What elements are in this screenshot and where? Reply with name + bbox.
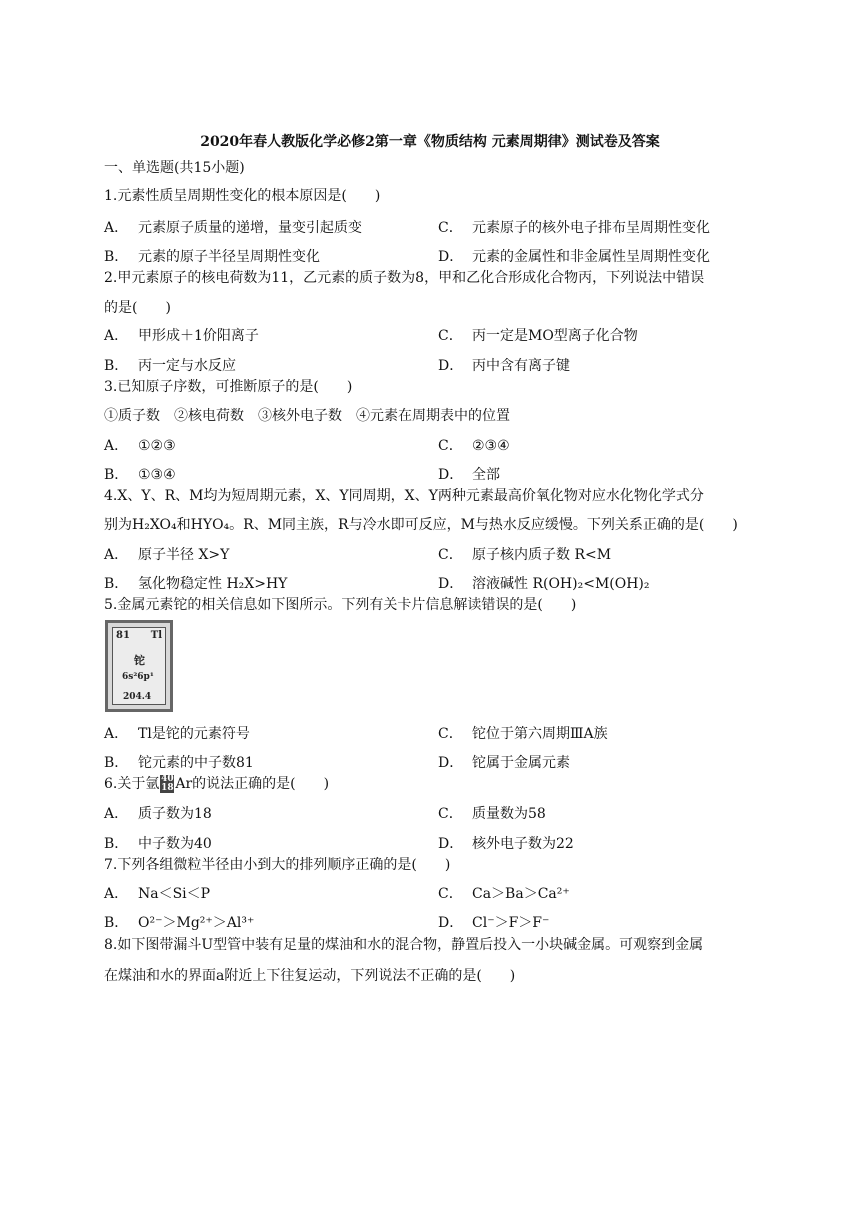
q6-option-b <box>104 834 212 854</box>
q1-option-a <box>104 218 362 238</box>
option-text: 丙一定与水反应 <box>138 358 236 374</box>
q6-option-c <box>438 804 546 824</box>
option-text: 丙一定是MO型离子化合物 <box>472 328 638 344</box>
question-8-stem-cont: 在煤油和水的界面a附近上下往复运动，下列说法不正确的是( ) <box>104 968 516 984</box>
q4-option-d <box>438 574 650 594</box>
option-text: 元素的金属性和非金属性呈周期性变化 <box>472 249 710 265</box>
question-2-stem-cont: 的是( ) <box>104 300 171 316</box>
option-text: ②③④ <box>472 438 510 454</box>
question-3-stem: 3.已知原子序数，可推断原子的是( ) <box>104 379 353 395</box>
option-label: B． <box>104 576 129 592</box>
question-3-list: ①质子数 ②核电荷数 ③核外电子数 ④元素在周期表中的位置 <box>104 408 510 424</box>
option-text: 核外电子数为22 <box>472 836 574 852</box>
option-text: 原子核内质子数 R<M <box>472 547 612 563</box>
option-label: A． <box>104 328 129 344</box>
atomic-mass: 204.4 <box>123 692 152 702</box>
q2-option-d <box>438 356 570 376</box>
question-5-stem: 5.金属元素铊的相关信息如下图所示。下列有关卡片信息解读错误的是( ) <box>104 597 577 613</box>
option-text: 氢化物稳定性 H₂X>HY <box>138 576 288 592</box>
option-label: B． <box>104 836 129 852</box>
q5-option-d <box>438 753 570 773</box>
option-text: 质子数为18 <box>138 806 212 822</box>
q6-option-a <box>104 804 212 824</box>
option-text: 元素原子的核外电子排布呈周期性变化 <box>472 220 710 236</box>
q4-option-b <box>104 574 287 594</box>
option-label: C． <box>438 438 463 454</box>
option-label: B． <box>104 915 129 931</box>
question-6-stem <box>104 774 329 794</box>
option-text: 溶液碱性 R(OH)₂<M(OH)₂ <box>472 576 650 592</box>
q1-option-b <box>104 247 320 267</box>
option-label: B． <box>104 755 129 771</box>
option-text: Tl是铊的元素符号 <box>138 726 250 742</box>
q5-option-a <box>104 724 250 744</box>
document-title: 2020年春人教版化学必修2第一章《物质结构 元素周期律》测试卷及答案 <box>200 134 660 150</box>
q7-option-c <box>438 884 570 904</box>
element-name: 铊 <box>134 654 145 667</box>
q4-option-c <box>438 545 611 565</box>
option-label: C． <box>438 806 463 822</box>
option-label: D． <box>438 358 464 374</box>
q1-option-d <box>438 247 710 267</box>
option-text: 原子半径 X>Y <box>138 547 230 563</box>
mass-number: 40 <box>161 774 174 784</box>
option-text: 丙中含有离子键 <box>472 358 570 374</box>
q7-option-d <box>438 913 549 933</box>
option-label: A． <box>104 806 129 822</box>
element-card <box>105 620 173 712</box>
element-symbol: Tl <box>150 630 162 641</box>
option-label: B． <box>104 249 129 265</box>
q2-option-a <box>104 326 259 346</box>
q4-option-a <box>104 545 229 565</box>
option-label: A． <box>104 438 129 454</box>
option-label: C． <box>438 886 463 902</box>
atomic-number: 18 <box>161 783 174 793</box>
option-text: 铊位于第六周期ⅢA族 <box>472 726 608 742</box>
option-text: 中子数为40 <box>138 836 212 852</box>
option-text: Na＜Si＜P <box>138 886 211 902</box>
option-text: 元素的原子半径呈周期性变化 <box>138 249 320 265</box>
option-label: C． <box>438 220 463 236</box>
option-text: ①③④ <box>138 467 176 483</box>
option-text: 甲形成＋1价阳离子 <box>138 328 259 344</box>
q7-option-b <box>104 913 254 933</box>
stem-text: Ar的说法正确的是( ) <box>175 776 330 792</box>
option-text: Cl⁻＞F＞F⁻ <box>472 915 550 931</box>
option-text: O²⁻＞Mg²⁺＞Al³⁺ <box>138 915 255 931</box>
atomic-number: 81 <box>116 630 130 641</box>
option-label: B． <box>104 358 129 374</box>
q2-option-c <box>438 326 638 346</box>
question-8-stem: 8.如下图带漏斗U型管中装有足量的煤油和水的混合物，静置后投入一小块碱金属。可观察到金属 <box>104 937 704 953</box>
option-label: D． <box>438 576 464 592</box>
electron-config: 6s²6p¹ <box>122 672 154 682</box>
q3-option-a <box>104 436 176 456</box>
option-label: D． <box>438 755 464 771</box>
option-text: 铊元素的中子数81 <box>138 755 254 771</box>
q3-option-b <box>104 465 176 485</box>
question-2-stem: 2.甲元素原子的核电荷数为11，乙元素的质子数为8，甲和乙化合形成化合物丙，下列说法中错误 <box>104 270 705 286</box>
option-label: A． <box>104 220 129 236</box>
option-label: C． <box>438 726 463 742</box>
option-text: ①②③ <box>138 438 176 454</box>
option-label: A． <box>104 886 129 902</box>
q7-option-a <box>104 884 210 904</box>
option-label: C． <box>438 547 463 563</box>
q3-option-d <box>438 465 500 485</box>
option-text: 质量数为58 <box>472 806 546 822</box>
q3-option-c <box>438 436 510 456</box>
option-text: 全部 <box>472 467 500 483</box>
q6-option-d <box>438 834 574 854</box>
question-1-stem: 1.元素性质呈周期性变化的根本原因是( ) <box>104 188 381 204</box>
option-text: 铊属于金属元素 <box>472 755 570 771</box>
option-label: D． <box>438 915 464 931</box>
isotope-notation <box>160 775 174 793</box>
q5-option-b <box>104 753 254 773</box>
question-4-stem: 4.X、Y、R、M均为短周期元素，X、Y同周期，X、Y两种元素最高价氧化物对应水化物化学式分 <box>104 488 704 504</box>
option-label: A． <box>104 547 129 563</box>
stem-text: 6.关于氩 <box>104 776 160 792</box>
question-7-stem: 7.下列各组微粒半径由小到大的排列顺序正确的是( ) <box>104 857 451 873</box>
q1-option-c <box>438 218 710 238</box>
option-label: D． <box>438 836 464 852</box>
option-label: D． <box>438 467 464 483</box>
option-label: C． <box>438 328 463 344</box>
option-label: D． <box>438 249 464 265</box>
option-label: B． <box>104 467 129 483</box>
q2-option-b <box>104 356 236 376</box>
question-4-stem-cont: 别为H₂XO₄和HYO₄。R、M同主族，R与冷水即可反应，M与热水反应缓慢。下列关系正确的是( ) <box>104 517 738 533</box>
option-text: Ca＞Ba＞Ca²⁺ <box>472 886 570 902</box>
q5-option-c <box>438 724 608 744</box>
element-card-inner <box>112 627 166 705</box>
option-text: 元素原子质量的递增，量变引起质变 <box>138 220 362 236</box>
section-heading: 一、单选题(共15小题) <box>104 160 245 176</box>
option-label: A． <box>104 726 129 742</box>
